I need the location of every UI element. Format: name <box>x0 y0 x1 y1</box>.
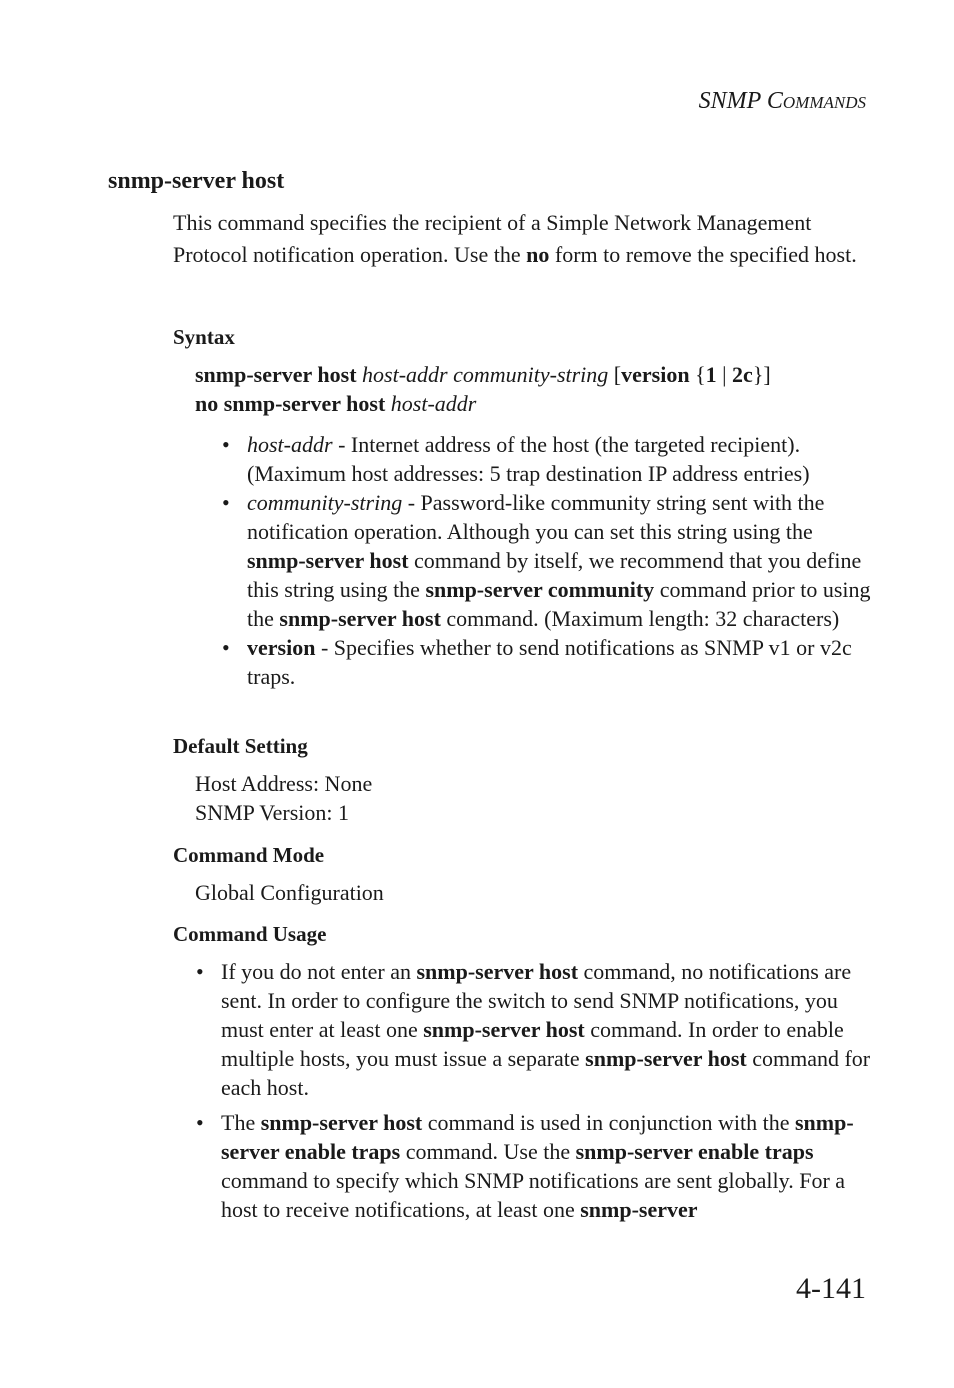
usage-text: The <box>221 1110 261 1135</box>
param-description: - Password-like community string sent with the notification operation. Although you can set this string using the <box>247 490 825 544</box>
syntax-version-2c: 2c <box>732 362 753 387</box>
list-item <box>222 430 872 488</box>
command-usage-heading: Command Usage <box>173 922 327 946</box>
default-setting-heading: Default Setting <box>173 734 308 758</box>
running-head-main: SNMP C <box>698 88 783 114</box>
usage-text: command. Use the <box>400 1139 576 1164</box>
list-item <box>196 1108 871 1224</box>
param-description: - Specifies whether to send notifications as SNMP v1 or v2c traps. <box>247 635 852 689</box>
param-description: command. (Maximum length: 32 characters) <box>440 606 840 631</box>
param-description: command by itself, we recommend that you define this string using the <box>247 548 862 602</box>
command-keyword: snmp-server host <box>416 959 579 984</box>
bullet-icon: • <box>222 490 230 515</box>
default-setting-line: Host Address: None <box>195 771 373 796</box>
usage-text: command is used in conjunction with the <box>422 1110 795 1135</box>
param-name: community-string <box>247 490 403 515</box>
syntax-no-command: no snmp-server host <box>195 391 386 416</box>
command-keyword: snmp-server enable traps <box>221 1110 854 1164</box>
command-keyword: snmp-server host <box>585 1046 747 1071</box>
syntax-line-2 <box>195 389 771 418</box>
list-item <box>196 957 871 1102</box>
command-mode-value: Global Configuration <box>195 880 384 905</box>
bullet-icon: • <box>196 1110 204 1135</box>
param-name: version <box>247 635 316 660</box>
intro-keyword: no <box>526 241 550 267</box>
syntax-heading: Syntax <box>173 325 235 349</box>
usage-text: command. In order to enable multiple hosts, you must issue a separate <box>221 1017 844 1071</box>
intro-paragraph <box>173 207 873 270</box>
syntax-open-bracket: [ <box>608 362 622 387</box>
syntax-version-1: 1 <box>705 362 717 387</box>
syntax-parameter-list <box>222 430 872 691</box>
command-mode-heading: Command Mode <box>173 843 325 867</box>
syntax-version-keyword: version <box>621 362 690 387</box>
param-name: host-addr <box>247 432 333 457</box>
usage-text: If you do not enter an <box>221 959 417 984</box>
bullet-icon: • <box>196 959 204 984</box>
intro-text-1: This command specifies the recipient of a Simple Network Management Protocol notification operation. Use the <box>173 210 812 267</box>
syntax-command: snmp-server host <box>195 362 357 387</box>
list-item <box>222 488 872 633</box>
running-head <box>699 88 866 115</box>
default-setting-block <box>195 769 372 827</box>
usage-text: command, no notifications are sent. In order to configure the switch to send SNMP notifications, you must enter at least one <box>221 959 852 1042</box>
command-keyword: snmp-server <box>580 1197 698 1222</box>
syntax-close-bracket: }] <box>752 362 771 387</box>
param-description: - Internet address of the host (the targeted recipient). (Maximum host addresses: 5 trap destination IP address entries) <box>247 432 810 486</box>
command-usage-list <box>196 957 871 1224</box>
bullet-icon: • <box>222 432 230 457</box>
syntax-block <box>195 360 771 418</box>
bullet-icon: • <box>222 635 230 660</box>
syntax-separator: | <box>716 362 733 387</box>
param-description: command prior to using the <box>247 577 871 631</box>
command-keyword: snmp-server host <box>247 548 409 573</box>
syntax-no-args: host-addr <box>390 391 477 416</box>
running-head-small-caps: OMMANDS <box>782 93 866 112</box>
command-keyword: snmp-server host <box>279 606 441 631</box>
intro-text-2: form to remove the specified host. <box>549 241 857 267</box>
section-title: snmp-server host <box>108 168 285 194</box>
list-item <box>222 633 872 691</box>
page-number: 4-141 <box>796 1272 866 1305</box>
syntax-open-brace: { <box>689 362 706 387</box>
command-keyword: snmp-server enable traps <box>575 1139 814 1164</box>
usage-text: command to specify which SNMP notifications are sent globally. For a host to receive notifications, at least one <box>221 1168 846 1222</box>
command-keyword: snmp-server host <box>260 1110 423 1135</box>
usage-text: command for each host. <box>221 1046 871 1100</box>
syntax-line-1 <box>195 360 771 389</box>
command-keyword: snmp-server host <box>423 1017 585 1042</box>
syntax-args: host-addr community-string <box>362 362 609 387</box>
command-keyword: snmp-server community <box>425 577 655 602</box>
default-setting-line: SNMP Version: 1 <box>195 800 350 825</box>
